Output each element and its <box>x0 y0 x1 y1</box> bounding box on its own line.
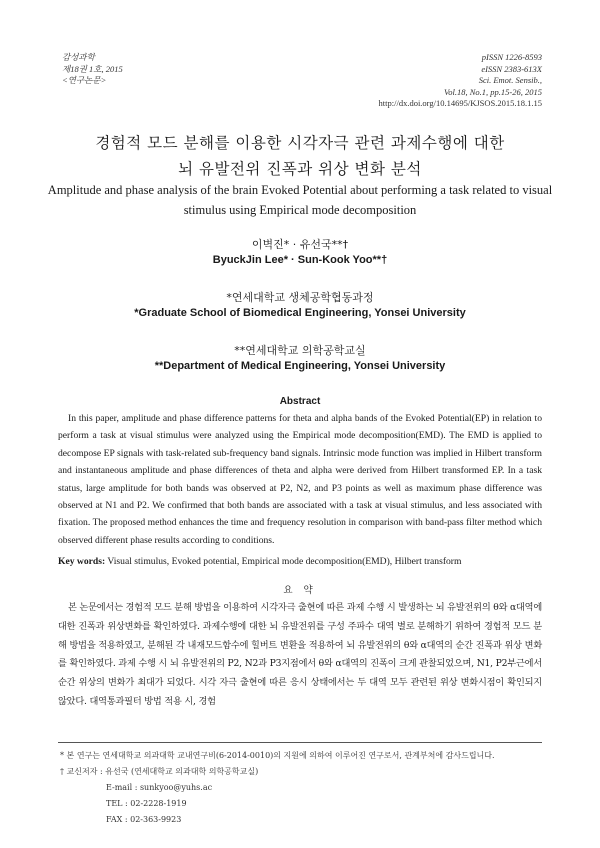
pissn: pISSN 1226-8593 <box>481 52 542 62</box>
abstract-body: In this paper, amplitude and phase difference patterns for theta and alpha bands of the Evoked Potential(EP) in relation to perform a task at visual stimulus were analyzed using the Empirical mode decomposition(EMD). The EMD is applied to decompose EP signals with task-related sub-frequency band signals. Intrinsic mode function was implied in Hilbert transform and instantaneous amplitude and phase differences of theta and alpha were derived from Hilbert transformed EP. In a task status, large amplitude for both bands was observed at P2, N2, and P3 points as well as maximum phase difference was observed at N1 and P2. We confirmed that both bands are associated with a task at visual stimulus, and less associated with fixation. The proposed method enhances the time and frequency resolution in comparison with band-pass filter method which observed different phase results according to conditions. <box>58 413 542 546</box>
affiliation-2-korean: **연세대학교 의학공학교실 <box>234 344 366 357</box>
title-korean-line2: 뇌 유발전위 진폭과 위상 변화 분석 <box>178 160 422 178</box>
journal-abbreviation: Sci. Emot. Sensib., <box>478 75 542 85</box>
author-email: E-mail : sunkyoo@yuhs.ac <box>106 783 213 792</box>
keywords <box>58 556 542 567</box>
authors-korean: 이벽진* · 유선국**† <box>251 238 349 251</box>
title-korean <box>40 130 560 182</box>
summary-korean-body: 본 논문에서는 경험적 모드 분해 방법을 이용하여 시각자극 출현에 따른 과제 수행 시 발생하는 뇌 유발전위의 θ와 α대역에 대한 진폭과 위상변화를 확인하였다. 과제수행에 대한 뇌 유발전위를 구성 주파수 대역 별로 분해하기 위하여 경험적 모드 분해 방법을 적용하였고, 분해된 각 내재모드함수에 힐버트 변환을 적용하여 뇌 유발전위의 θ와 α대역의 순간 진폭과 위상 변화를 확인하였다. 과제 수행 시 뇌 유발전위의 P2, N2과 P3지점에서 θ와 α대역의 진폭이 크게 관찰되었으며, N1, P2부근에서 순간 위상의 변화가 최대가 되었다. 시각 자극 출현에 따른 응시 상태에서는 두 대역 모두 관련된 위상 변화시점이 확인되지 않았다. 대역통과필터 방법 적용 시, 경험 <box>58 602 542 707</box>
affiliation-2-english: **Department of Medical Engineering, Yonsei University <box>154 360 446 372</box>
footnotes <box>60 748 542 828</box>
journal-name-ko: 감성과학 <box>62 52 95 62</box>
keywords-list: Visual stimulus, Evoked potential, Empirical mode decomposition(EMD), Hilbert transform <box>107 556 462 567</box>
title-korean-line1: 경험적 모드 분해를 이용한 시각자극 관련 과제수행에 대한 <box>95 134 505 152</box>
title-english: Amplitude and phase analysis of the brain Evoked Potential about performing a task related to visual stimulus using Empirical mode decomposition <box>47 183 553 217</box>
corresponding-author-note: † 교신저자 : 유선국 (연세대학교 의과대학 의학공학교실) <box>60 767 259 776</box>
affiliation-1-korean: *연세대학교 생체공학협동과정 <box>226 291 374 304</box>
journal-header-right <box>379 52 542 110</box>
summary-korean-heading: 요 약 <box>283 585 317 596</box>
article-type: <연구논문> <box>62 75 107 85</box>
author-fax: FAX : 02-363-9923 <box>106 815 182 824</box>
funding-note: * 본 연구는 연세대학교 의과대학 교내연구비(6-2014-0010)의 지원에 의하여 이루어진 연구로서, 관계부처에 감사드립니다. <box>60 751 495 760</box>
journal-header-left <box>62 52 123 87</box>
volume-en: Vol.18, No.1, pp.15-26, 2015 <box>444 86 542 97</box>
eissn: eISSN 2383-613X <box>481 63 542 74</box>
abstract-heading: Abstract <box>279 396 321 407</box>
keywords-label: Key words: <box>58 556 106 567</box>
authors-english: ByuckJin Lee* · Sun-Kook Yoo**† <box>212 254 388 266</box>
author-tel: TEL : 02-2228-1919 <box>106 799 187 808</box>
affiliation-1-english: *Graduate School of Biomedical Engineering, Yonsei University <box>134 307 466 319</box>
footnote-divider <box>58 742 542 743</box>
volume-ko: 제18권 1호, 2015 <box>62 63 123 74</box>
doi-link[interactable]: http://dx.doi.org/10.14695/KJSOS.2015.18.1.15 <box>378 98 542 108</box>
